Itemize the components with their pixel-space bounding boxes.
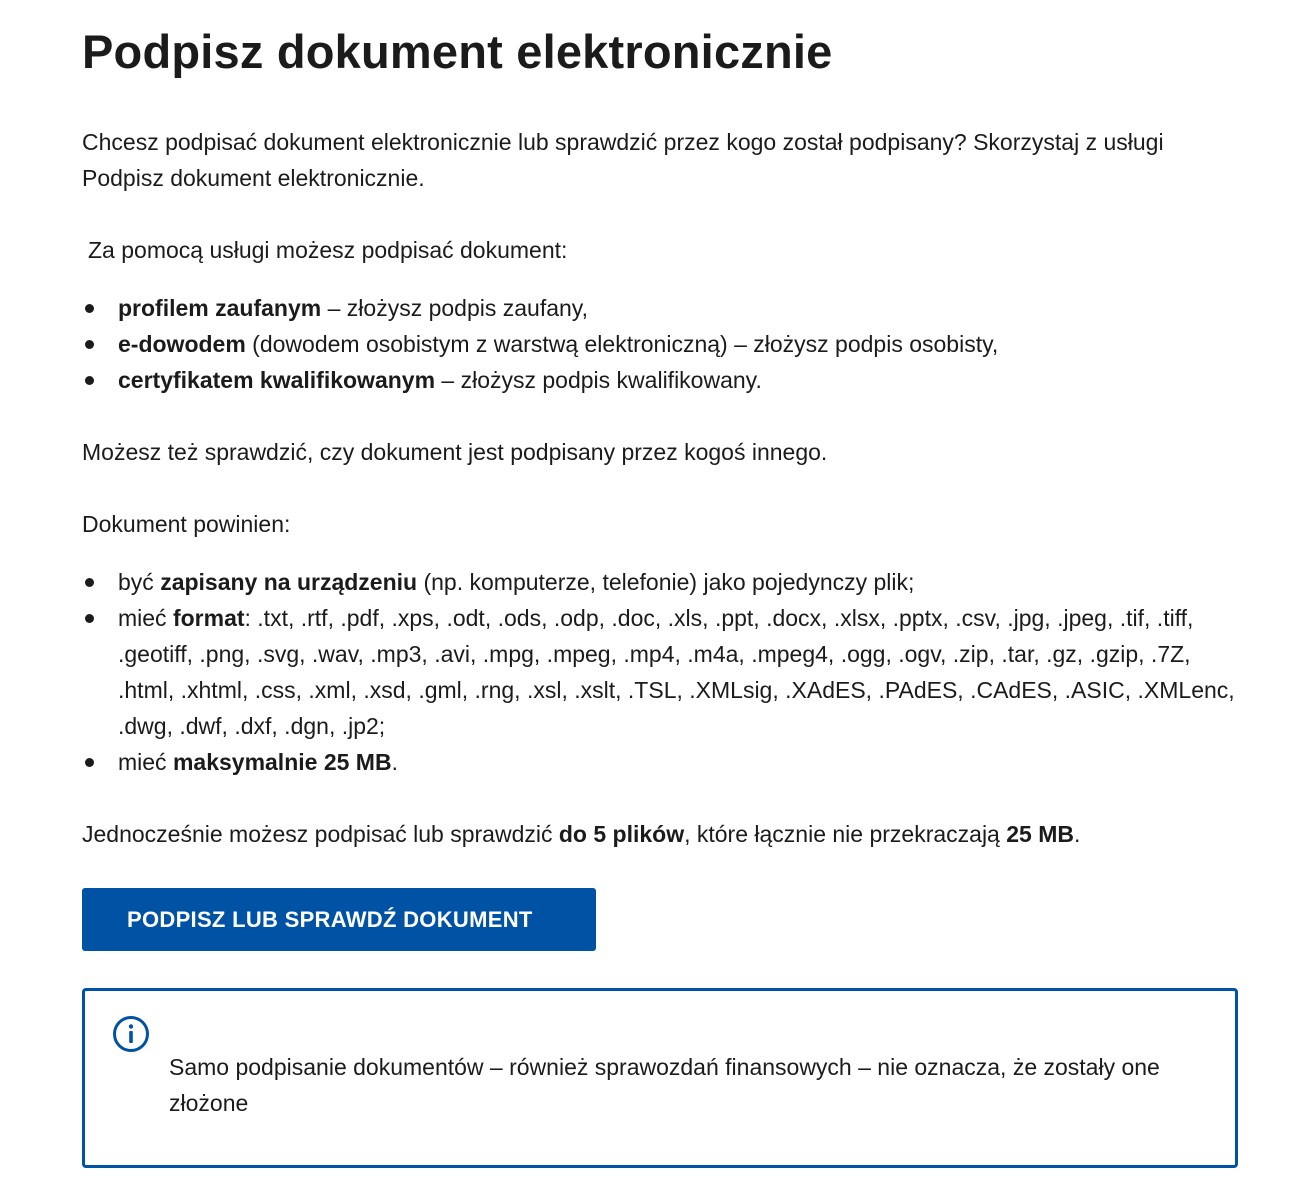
sign-methods-list [82, 290, 1238, 398]
req-post: (np. komputerze, telefonie) jako pojedynczy plik; [417, 569, 915, 595]
req-bold: format [172, 605, 245, 631]
list-item [82, 744, 1238, 780]
req-pre: mieć [118, 749, 173, 775]
method-name: e-dowodem [118, 331, 246, 357]
list-item [82, 564, 1238, 600]
info-icon [112, 1015, 150, 1053]
sign-or-verify-button[interactable]: PODPISZ LUB SPRAWDŹ DOKUMENT [82, 888, 596, 951]
req-pre: być [118, 569, 161, 595]
info-box [82, 988, 1238, 1168]
requirements-list [82, 564, 1238, 780]
list-item [82, 600, 1238, 744]
req-bold: maksymalnie 25 MB [172, 749, 392, 775]
list-item [82, 362, 1238, 398]
method-name: certyfikatem kwalifikowanym [118, 367, 436, 393]
requirements-heading: Dokument powinien: [82, 511, 291, 537]
method-desc: – złożysz podpis kwalifikowany. [435, 367, 762, 393]
other-check-text: Możesz też sprawdzić, czy dokument jest podpisany przez kogoś innego. [82, 439, 828, 465]
list-item [82, 326, 1238, 362]
list-item [82, 290, 1238, 326]
simul-mid: , które łącznie nie przekraczają [684, 821, 1007, 847]
req-post: : .txt, .rtf, .pdf, .xps, .odt, .ods, .odp, .doc, .xls, .ppt, .docx, .xlsx, .pptx, .csv, .jpg, .jpeg, .tif, .tiff, .geotiff, .png, .svg, .wav, .mp3, .avi, .mpg, .mpeg, .mp4, .m4a, .mpeg4, .ogg, .ogv, .zip, .tar, .gz, .gzip, .7Z, .html, .xhtml, .css, .xml, .xsd, .gml, .rng, .xsl, .xslt, .TSL, .XMLsig, .XAdES, .PAdES, .CAdES, .ASIC, .XMLenc, .dwg, .dwf, .dxf, .dgn, .jp2; [118, 605, 1235, 739]
method-desc: – złożysz podpis zaufany, [321, 295, 588, 321]
method-desc: (dowodem osobistym z warstwą elektroniczną) – złożysz podpis osobisty, [245, 331, 999, 357]
simultaneous-limit-text [82, 816, 1238, 852]
simul-files-limit: do 5 plików [558, 821, 685, 847]
simul-post: . [1074, 821, 1081, 847]
info-text: Samo podpisanie dokumentów – również sprawozdań finansowych – nie oznacza, że zostały one złożone [169, 1054, 1160, 1116]
simul-pre: Jednocześnie możesz podpisać lub sprawdzić [82, 821, 559, 847]
req-pre: mieć [118, 605, 173, 631]
req-post: . [391, 749, 398, 775]
intro-text: Chcesz podpisać dokument elektronicznie lub sprawdzić przez kogo został podpisany? Skorzystaj z usługi Podpisz dokument elektronicznie. [82, 129, 1164, 191]
sign-methods-lead: Za pomocą usługi możesz podpisać dokument: [88, 237, 568, 263]
method-name: profilem zaufanym [118, 295, 322, 321]
page-title: Podpisz dokument elektronicznie [82, 25, 833, 78]
req-bold: zapisany na urządzeniu [160, 569, 418, 595]
simul-size-limit: 25 MB [1006, 821, 1074, 847]
